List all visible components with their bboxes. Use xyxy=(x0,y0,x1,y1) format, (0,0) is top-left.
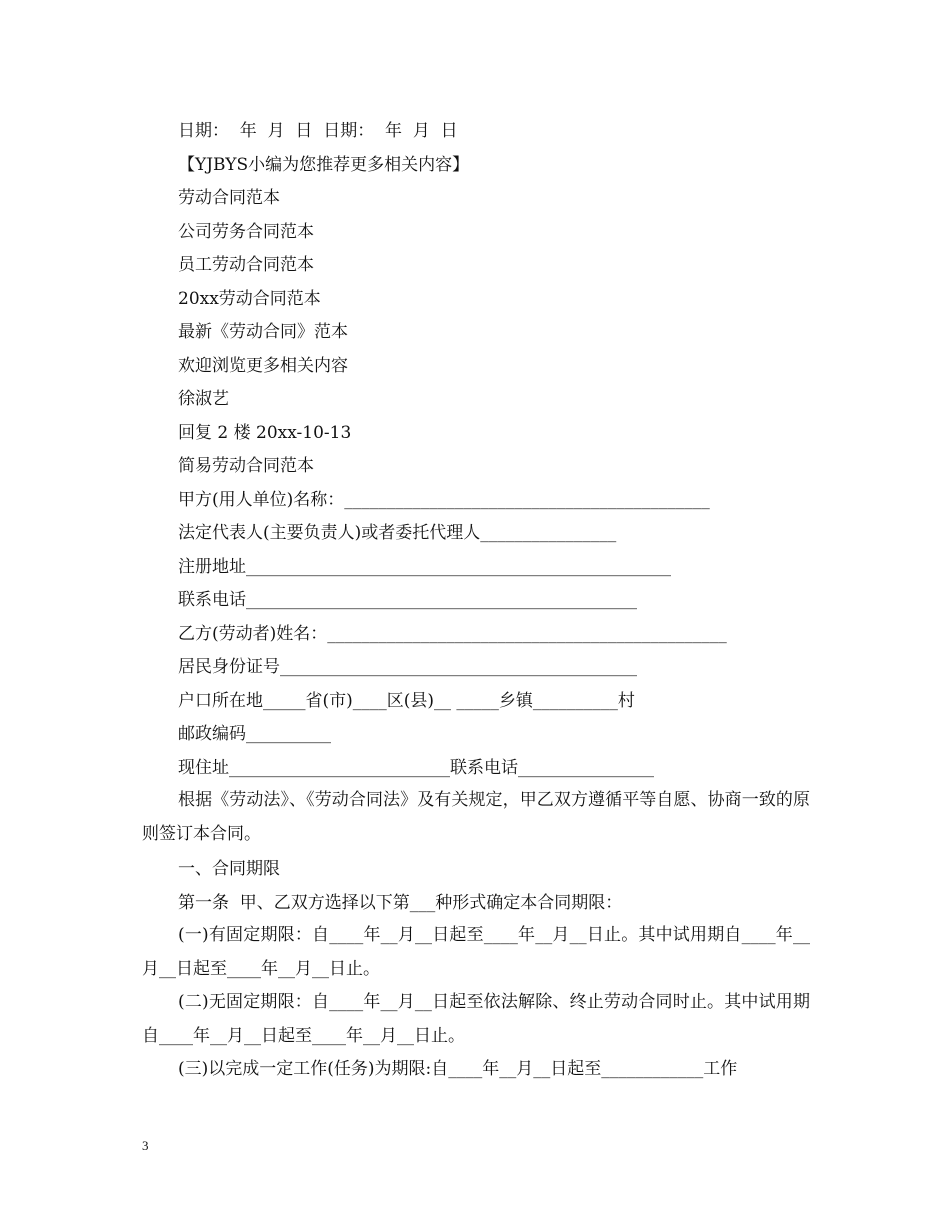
browse-more-text: 欢迎浏览更多相关内容 xyxy=(178,356,348,376)
author-name: 徐淑艺 xyxy=(178,389,229,409)
contact-phone-field: 联系电话______________________________________________ xyxy=(178,590,637,610)
related-link[interactable]: 劳动合同范本 xyxy=(178,188,280,208)
registered-address-field: 注册地址__________________________________________________ xyxy=(178,557,671,577)
date-line: 日期： 年 月 日 日期： 年 月 日 xyxy=(178,121,458,141)
article-one: 第一条 甲、乙双方选择以下第___种形式确定本合同期限： xyxy=(178,893,623,913)
section-heading: 一、合同期限 xyxy=(178,859,280,879)
basis-paragraph: 根据《劳动法》、《劳动合同法》及有关规定，甲乙双方遵循平等自愿、协商一致的原则签订本合同。 xyxy=(142,790,810,844)
contract-title: 简易劳动合同范本 xyxy=(178,456,314,476)
recommend-heading: 【YJBYS小编为您推荐更多相关内容】 xyxy=(178,155,470,175)
related-link[interactable]: 公司劳务合同范本 xyxy=(178,222,314,242)
party-a-name-field: 甲方(用人单位)名称：___________________________________________ xyxy=(178,490,710,510)
reply-meta: 回复 2 楼 20xx-10-13 xyxy=(178,423,352,443)
related-link[interactable]: 最新《劳动合同》范本 xyxy=(178,322,348,342)
task-term-paragraph: (三)以完成一定工作(任务)为期限:自____年__月__日起至____________工作 xyxy=(178,1059,738,1079)
postal-code-field: 邮政编码__________ xyxy=(178,724,331,744)
id-number-field: 居民身份证号__________________________________________ xyxy=(178,657,637,677)
page-number: 3 xyxy=(142,1138,149,1153)
household-location-field: 户口所在地_____省(市)____区(县)__ _____乡镇__________村 xyxy=(178,691,635,711)
related-link[interactable]: 员工劳动合同范本 xyxy=(178,255,314,275)
current-address-field: 现住址__________________________联系电话________________ xyxy=(178,758,654,778)
party-b-name-field: 乙方(劳动者)姓名：_______________________________________________ xyxy=(178,624,727,644)
open-term-paragraph: (二)无固定期限：自____年__月__日起至依法解除、终止劳动合同时止。其中试用期自____年__月__日起至____年__月__日止。 xyxy=(142,992,810,1046)
fixed-term-paragraph: (一)有固定期限：自____年__月__日起至____年__月__日止。其中试用期自____年__月__日起至____年__月__日止。 xyxy=(142,925,810,979)
legal-representative-field: 法定代表人(主要负责人)或者委托代理人________________ xyxy=(178,523,617,543)
related-link[interactable]: 20xx劳动合同范本 xyxy=(178,289,321,309)
